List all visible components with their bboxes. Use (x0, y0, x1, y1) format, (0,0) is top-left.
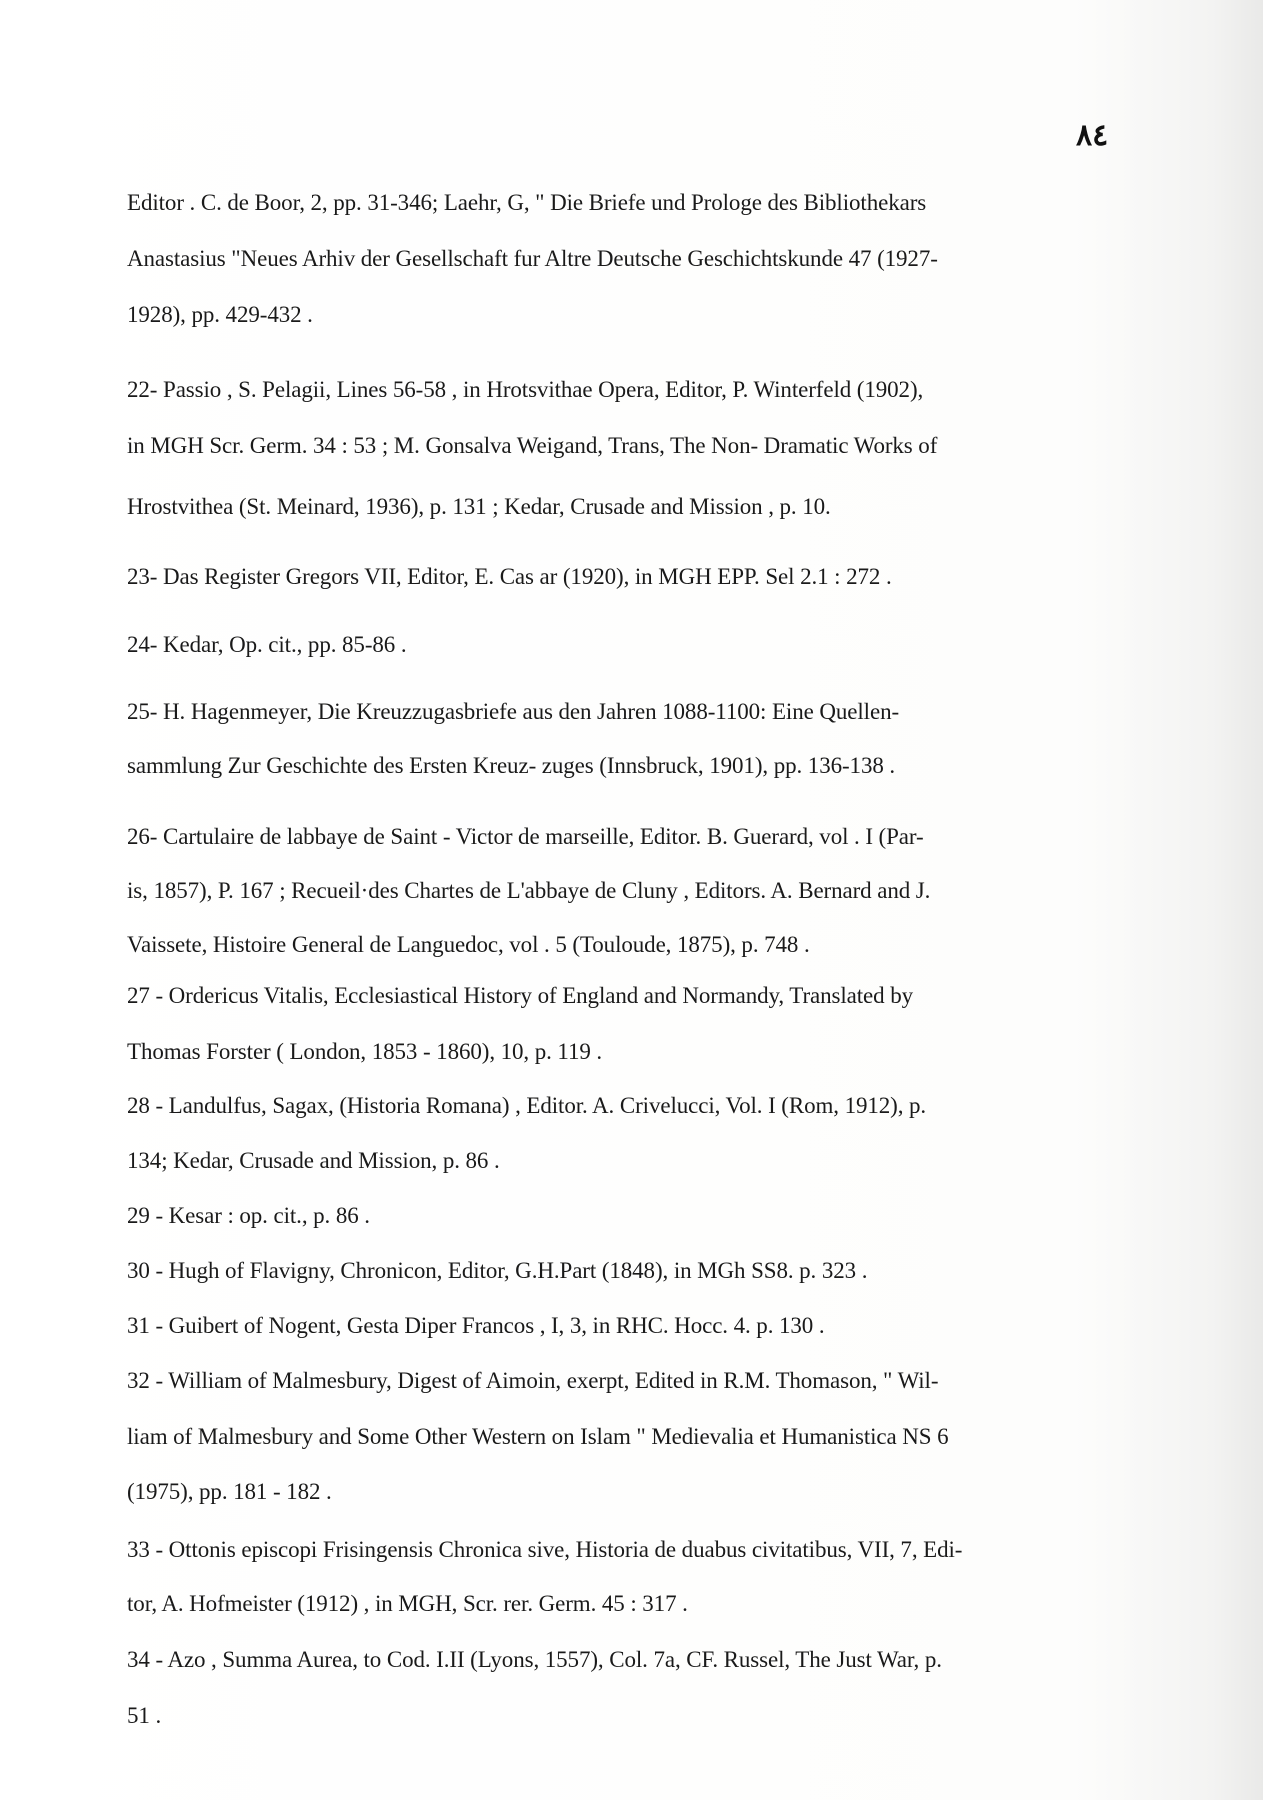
note-line: tor, A. Hofmeister (1912) , in MGH, Scr. rer. Germ. 45 : 317 . (127, 1591, 688, 1616)
note-line: Anastasius "Neues Arhiv der Gesellschaft fur Altre Deutsche Geschichtskunde 47 (1927- (127, 246, 938, 271)
note-line: 32 - William of Malmesbury, Digest of Aimoin, exerpt, Edited in R.M. Thomason, " Wil- (127, 1368, 939, 1393)
note-line: 51 . (127, 1703, 162, 1728)
note-line: sammlung Zur Geschichte des Ersten Kreuz- zuges (Innsbruck, 1901), pp. 136-138 . (127, 753, 896, 778)
note-line: Thomas Forster ( London, 1853 - 1860), 10, p. 119 . (127, 1039, 603, 1064)
note-line: 25- H. Hagenmeyer, Die Kreuzzugasbriefe aus den Jahren 1088-1100: Eine Quellen- (127, 699, 900, 724)
note-line: Vaissete, Histoire General de Languedoc, vol . 5 (Touloude, 1875), p. 748 . (127, 932, 810, 957)
note-line: 33 - Ottonis episcopi Frisingensis Chronica sive, Historia de duabus civitatibus, VII, 7, Edi- (127, 1537, 963, 1562)
note-line: 26- Cartulaire de labbaye de Saint - Victor de marseille, Editor. B. Guerard, vol . I (Par- (127, 824, 924, 849)
note-line: 27 - Ordericus Vitalis, Ecclesiastical History of England and Normandy, Translated by (127, 983, 914, 1008)
note-line: Editor . C. de Boor, 2, pp. 31-346; Laehr, G, " Die Briefe und Prologe des Bibliothekars (127, 190, 927, 215)
note-line: 28 - Landulfus, Sagax, (Historia Romana) , Editor. A. Crivelucci, Vol. I (Rom, 1912), p. (127, 1093, 927, 1118)
note-line: 31 - Guibert of Nogent, Gesta Diper Francos , I, 3, in RHC. Hocc. 4. p. 130 . (127, 1313, 825, 1338)
note-line: 134; Kedar, Crusade and Mission, p. 86 . (127, 1148, 500, 1173)
note-line: in MGH Scr. Germ. 34 : 53 ; M. Gonsalva Weigand, Trans, The Non- Dramatic Works of (127, 433, 938, 458)
note-line: Hrostvithea (St. Meinard, 1936), p. 131 ; Kedar, Crusade and Mission , p. 10. (127, 494, 831, 519)
note-line: 23- Das Register Gregors VII, Editor, E. Cas ar (1920), in MGH EPP. Sel 2.1 : 272 . (127, 564, 892, 589)
note-line: 22- Passio , S. Pelagii, Lines 56-58 , in Hrotsvithae Opera, Editor, P. Winterfeld (1902), (127, 377, 924, 402)
note-line: 1928), pp. 429-432 . (127, 302, 313, 327)
note-line: (1975), pp. 181 - 182 . (127, 1479, 332, 1504)
page-number: ٨٤ (1076, 119, 1109, 152)
note-line: is, 1857), P. 167 ; Recueil·des Chartes de L'abbaye de Cluny , Editors. A. Bernard and J. (127, 878, 931, 903)
note-line: liam of Malmesbury and Some Other Western on Islam " Medievalia et Humanistica NS 6 (127, 1424, 949, 1449)
note-line: 29 - Kesar : op. cit., p. 86 . (127, 1203, 370, 1228)
note-line: 30 - Hugh of Flavigny, Chronicon, Editor, G.H.Part (1848), in MGh SS8. p. 323 . (127, 1258, 868, 1283)
note-line: 34 - Azo , Summa Aurea, to Cod. I.II (Lyons, 1557), Col. 7a, CF. Russel, The Just War, p. (127, 1647, 942, 1672)
note-line: 24- Kedar, Op. cit., pp. 85-86 . (127, 632, 407, 657)
